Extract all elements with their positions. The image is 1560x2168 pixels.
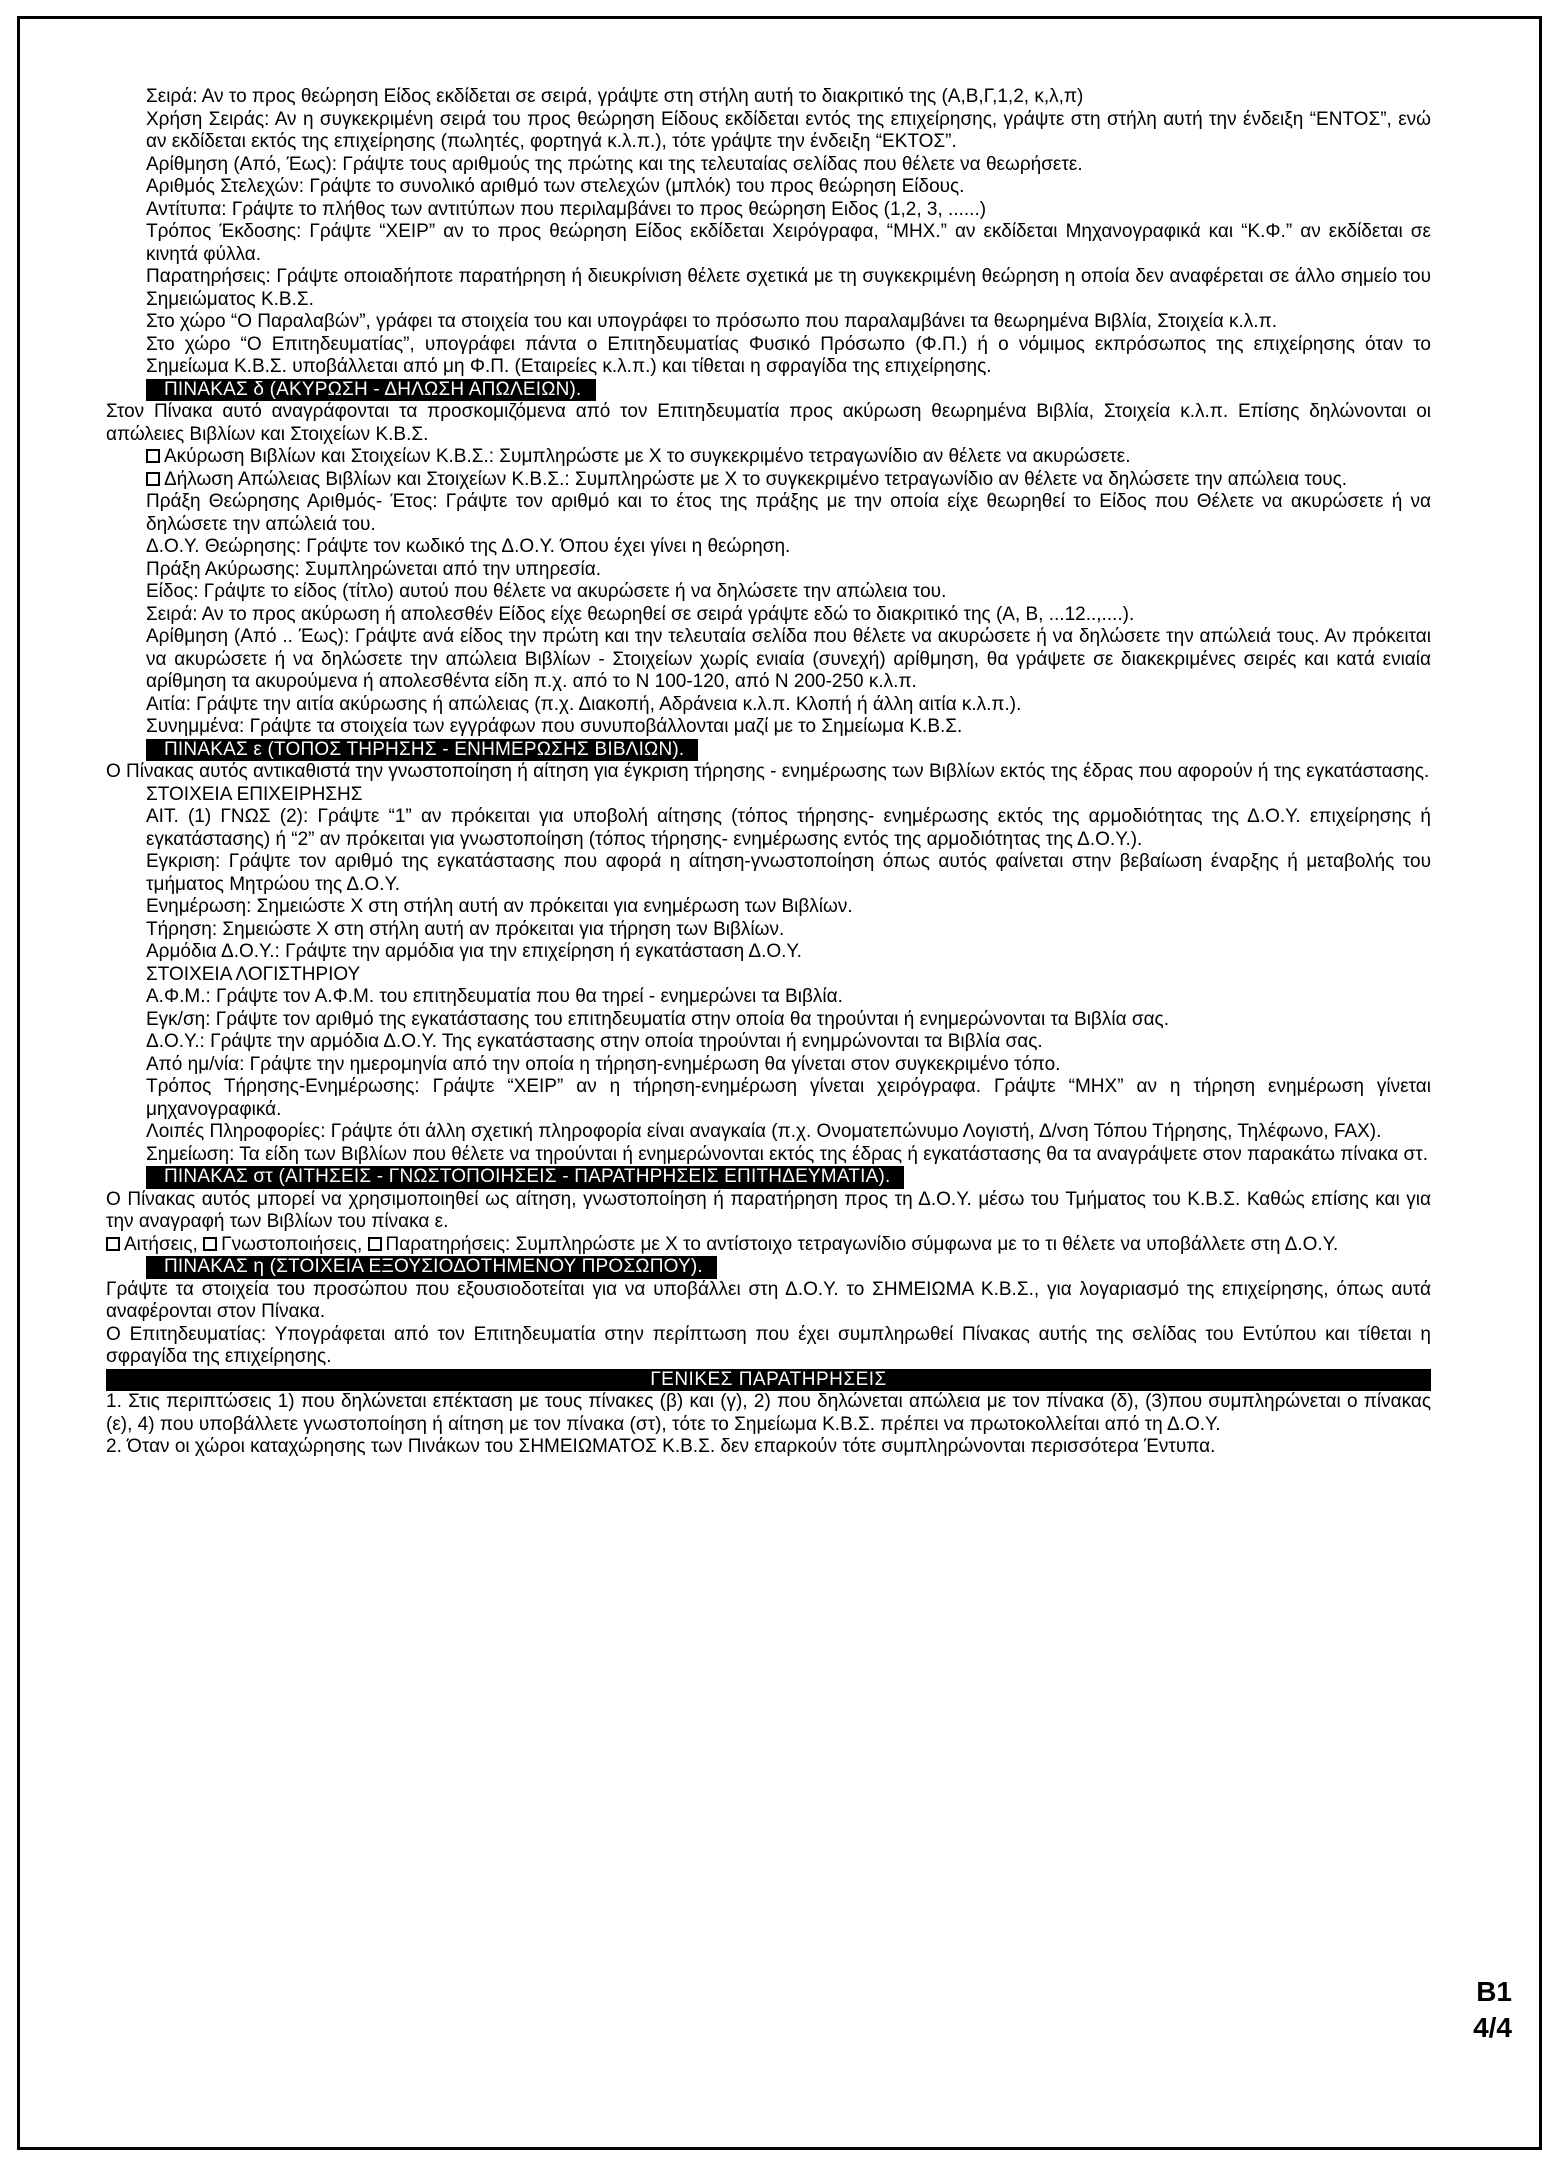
remarks-checkbox-label: Παρατηρήσεις: Συμπληρώστε με Χ το αντίστοιχο τετραγωνίδιο σύμφωνα με το τι θέλετε να υποβάλλετε στη Δ.Ο.Υ. xyxy=(385,1233,1339,1255)
notifications-checkbox-icon xyxy=(203,1237,217,1251)
instruction-series: Σειρά: Αν το προς θεώρηση Είδος εκδίδεται σε σειρά, γράψτε στη στήλη αυτή το διακριτικό της (Α,Β,Γ,1,2, κ,λ,π) xyxy=(146,86,1084,107)
general-note-2: 2. Όταν οι χώροι καταχώρησης των Πινάκων του ΣΗΜΕΙΩΜΑΤΟΣ Κ.Β.Σ. δεν επαρκούν τότε συμπληρώνονται περισσότερα Έντυπα. xyxy=(106,1436,1216,1457)
section-e-header: ΠΙΝΑΚΑΣ ε (ΤΟΠΟΣ ΤΗΡΗΣΗΣ - ΕΝΗΜΕΡΩΣΗΣ ΒΙΒΛΙΩΝ). xyxy=(146,739,698,762)
notifications-checkbox-label: Γνωστοποιήσεις, xyxy=(221,1233,363,1255)
section-d-item: Αιτία: Γράψτε την αιτία ακύρωσης ή απώλειας (π.χ. Διακοπή, Αδράνεια κ.λ.π. Κλοπή ή άλλη αιτία κ.λ.π.). xyxy=(146,693,1022,715)
section-e-item: Εγκριση: Γράψτε τον αριθμό της εγκατάστασης που αφορά η αίτηση-γνωστοποίηση όπως αυτός φαίνεται στην βεβαίωση έναρξης ή μεταβολής του τμήματος Μητρώου της Δ.Ο.Υ. xyxy=(146,851,1431,895)
page-code xyxy=(1473,1974,1512,2046)
section-e-item: ΑΙΤ. (1) ΓΝΩΣ (2): Γράψτε “1” αν πρόκειται για υποβολή αίτησης (τόπος τήρησης- ενημέρωσης εκτός της αρμοδιότητας της Δ.Ο.Υ. επιχείρησης ή εγκατάστασης) ή “2” αν πρόκειται για γνωστοποίηση (τόπος τήρησης- ενημέρωσης εντός της αρμοδιότητας της Δ.Ο.Υ.). xyxy=(146,806,1431,850)
section-e-item: Λοιπές Πληροφορίες: Γράψτε ότι άλλη σχετική πληροφορία είναι αναγκαία (π.χ. Ονοματεπώνυμο Λογιστή, Δ/νση Τόπου Τήρησης, Τηλέφωνο, FAX). xyxy=(146,1121,1382,1142)
instruction-numbering: Αρίθμηση (Από, Έως): Γράψτε τους αριθμούς της πρώτης και της τελευταίας σελίδας που θέλετε να θεωρήσετε. xyxy=(146,153,1083,175)
section-d-item: Σειρά: Αν το προς ακύρωση ή απολεσθέν Είδος είχε θεωρηθεί σε σειρά γράψτε εδώ το διακριτικό της (Α, Β, ...12..,....). xyxy=(146,603,1135,625)
remarks-checkbox-icon xyxy=(368,1237,382,1251)
section-h-header: ΠΙΝΑΚΑΣ η (ΣΤΟΙΧΕΙΑ ΕΞΟΥΣΙΟΔΟΤΗΜΕΝΟΥ ΠΡΟΣΩΠΟΥ). xyxy=(146,1256,717,1279)
cancel-checkbox-icon xyxy=(146,449,160,463)
section-e-item: Τήρηση: Σημειώστε Χ στη στήλη αυτή αν πρόκειται για τήρηση των Βιβλίων. xyxy=(146,918,785,940)
instruction-series-use: Χρήση Σειράς: Αν η συγκεκριμένη σειρά του προς θεώρηση Είδους εκδίδεται εντός της επιχείρησης, γράψτε στη στήλη αυτή την ένδειξη “ΕΝΤΟΣ”, ενώ αν εκδίδεται εκτός της επιχείρησης (πωλητές, φορτηγά κ.λ.π.), τότε γράψτε την ένδειξη “ΕΚΤΟΣ”. xyxy=(146,108,1431,152)
section-st-intro: Ο Πίνακας αυτός μπορεί να χρησιμοποιηθεί ως αίτηση, γνωστοποίηση ή παρατήρηση προς τη Δ.Ο.Υ. μέσω του Τμήματος του Κ.Β.Σ. Καθώς επίσης και για την αναγραφή των Βιβλίων του πίνακα ε. xyxy=(106,1188,1431,1232)
section-h-intro: Γράψτε τα στοιχεία του προσώπου που εξουσιοδοτείται για να υποβάλλει στη Δ.Ο.Υ. το ΣΗΜΕΙΩΜΑ Κ.Β.Σ., για λογαριασμό της επιχείρησης, όπως αυτά αναφέρονται στον Πίνακα. xyxy=(106,1278,1431,1322)
section-e-item: Α.Φ.Μ.: Γράψτε τον Α.Φ.Μ. του επιτηδευματία που θα τηρεί - ενημερώνει τα Βιβλία. xyxy=(146,986,843,1007)
instruction-professional: Στο χώρο “Ο Επιτηδευματίας”, υπογράφει πάντα ο Επιτηδευματίας Φυσικό Πρόσωπο (Φ.Π.) ή ο νόμιμος εκπρόσωπος της επιχείρησης όταν το Σημείωμα Κ.Β.Σ. υποβάλλεται από μη Φ.Π. (Εταιρείες κ.λ.π.) και τίθεται η σφραγίδα της επιχείρησης. xyxy=(146,333,1431,377)
instruction-receiver: Στο χώρο “Ο Παραλαβών”, γράφει τα στοιχεία του και υπογράφει το πρόσωπο που παραλαμβάνει τα θεωρημένα Βιβλία, Στοιχεία κ.λ.π. xyxy=(146,311,1277,332)
section-e-item: Δ.Ο.Υ.: Γράψτε την αρμόδια Δ.Ο.Υ. Της εγκατάστασης στην οποία τηρούνται ή ενημρώνονται τα Βιβλία σας. xyxy=(146,1031,1043,1052)
requests-checkbox-icon xyxy=(106,1237,120,1251)
loss-checkbox-icon xyxy=(146,472,160,486)
section-h-text: Ο Επιτηδευματίας: Υπογράφεται από τον Επιτηδευματία στην περίπτωση που έχει συμπληρωθεί Πίνακας αυτής της σελίδας του Εντύπου και τίθεται η σφραγίδα της επιχείρησης. xyxy=(106,1323,1431,1367)
section-e-intro: Ο Πίνακας αυτός αντικαθιστά την γνωστοποίηση ή αίτηση για έγκριση τήρησης - ενημέρωσης των Βιβλίων εκτός της έδρας που αφορούν ή της εγκατάστασης. xyxy=(106,761,1430,782)
section-e-item: Από ημ/νία: Γράψτε την ημερομηνία από την οποία η τήρηση-ενημέρωση θα γίνεται στον συγκεκριμένο τόπο. xyxy=(146,1053,1061,1075)
section-st-checkbox-row xyxy=(106,1234,1431,1257)
instruction-remarks: Παρατηρήσεις: Γράψτε οποιαδήποτε παρατήρηση ή διευκρίνιση θέλετε σχετικά με τη συγκεκριμένη θεώρηση η οποία δεν αναφέρεται σε άλλο σημείο του Σημειώματος Κ.Β.Σ. xyxy=(146,266,1431,310)
section-d-item: Συνημμένα: Γράψτε τα στοιχεία των εγγράφων που συνυποβάλλονται μαζί με το Σημείωμα Κ.Β.Σ. xyxy=(146,716,963,737)
loss-checkbox-label: Δήλωση Απώλειας Βιβλίων και Στοιχείων Κ.Β.Σ.: Συμπληρώστε με Χ το συγκεκριμένο τετραγωνίδιο αν θέλετε να δηλώσετε την απώλεια τους. xyxy=(164,468,1348,490)
section-d-cancel-row xyxy=(106,446,1431,469)
section-d-header: ΠΙΝΑΚΑΣ δ (ΑΚΥΡΩΣΗ - ΔΗΛΩΣΗ ΑΠΩΛΕΙΩΝ). xyxy=(146,379,596,402)
section-st-header: ΠΙΝΑΚΑΣ στ (ΑΙΤΗΣΕΙΣ - ΓΝΩΣΤΟΠΟΙΗΣΕΙΣ - ΠΑΡΑΤΗΡΗΣΕΙΣ ΕΠΙΤΗΔΕΥΜΑΤΙΑ). xyxy=(146,1166,904,1189)
section-e-item: Αρμόδια Δ.Ο.Υ.: Γράψτε την αρμόδια για την επιχείρηση ή εγκατάσταση Δ.Ο.Υ. xyxy=(146,941,802,962)
general-notes-header: ΓΕΝΙΚΕΣ ΠΑΡΑΤΗΡΗΣΕΙΣ xyxy=(106,1369,1431,1392)
section-d-item: Δ.Ο.Υ. Θεώρησης: Γράψτε τον κωδικό της Δ.Ο.Υ. Όπου έχει γίνει η θεώρηση. xyxy=(146,536,791,557)
section-d-item: Πράξη Θεώρησης Αριθμός- Έτος: Γράψτε τον αριθμό και το έτος της πράξης με την οποία είχε θεωρηθεί το Είδος που Θέλετε να ακυρώσετε ή να δηλώσετε την απώλειά του. xyxy=(146,491,1431,535)
section-e-item: Ενημέρωση: Σημειώστε Χ στη στήλη αυτή αν πρόκειται για ενημέρωση των Βιβλίων. xyxy=(146,896,853,917)
section-e-item: Τρόπος Τήρησης-Ενημέρωσης: Γράψτε “ΧΕΙΡ” αν η τήρηση-ενημέρωση γίνεται χειρόγραφα. Γράψτε “ΜΗΧ” αν η τήρηση ενημέρωση γίνεται μηχανογραφικά. xyxy=(146,1076,1431,1120)
instruction-issue-method: Τρόπος Έκδοσης: Γράψτε “ΧΕΙΡ” αν το προς θεώρηση Είδος εκδίδεται Χειρόγραφα, “ΜΗΧ.” αν εκδίδεται Μηχανογραφικά και “Κ.Φ.” αν εκδίδεται σε κινητά φύλλα. xyxy=(146,221,1431,265)
cancel-checkbox-label: Ακύρωση Βιβλίων και Στοιχείων Κ.Β.Σ.: Συμπληρώστε με Χ το συγκεκριμένο τετραγωνίδιο αν θέλετε να ακυρώσετε. xyxy=(164,446,1131,467)
section-d-item: Είδος: Γράψτε το είδος (τίτλο) αυτού που θέλετε να ακυρώσετε ή να δηλώσετε την απώλεια του. xyxy=(146,581,947,602)
instruction-copies: Αντίτυπα: Γράψτε το πλήθος των αντιτύπων που περιλαμβάνει το προς θεώρηση Ειδος (1,2, 3, ......) xyxy=(146,198,987,220)
section-e-subheading-business: ΣΤΟΙΧΕΙΑ ΕΠΙΧΕΙΡΗΣΗΣ xyxy=(146,783,363,805)
section-d-item: Πράξη Ακύρωσης: Συμπληρώνεται από την υπηρεσία. xyxy=(146,558,601,580)
section-d-loss-row xyxy=(106,469,1431,492)
page-number: 4/4 xyxy=(1473,2012,1512,2043)
instruction-stubs-count: Αριθμός Στελεχών: Γράψτε το συνολικό αριθμό των στελεχών (μπλόκ) του προς θεώρηση Είδους. xyxy=(146,176,965,197)
section-e-subheading-accounting: ΣΤΟΙΧΕΙΑ ΛΟΓΙΣΤΗΡΙΟΥ xyxy=(146,963,361,985)
section-d-item: Αρίθμηση (Από .. Έως): Γράψτε ανά είδος την πρώτη και την τελευταία σελίδα που θέλετε να ακυρώσετε ή να δηλώσετε την απώλειά τους. Αν πρόκειται να ακυρώσετε ή να δηλώσετε την απώλεια Βιβλίων - Στοιχείων χωρίς ενιαία (συνεχή) αρίθμηση, θα γράψετε σε διακεκριμένες σειρές και κατά ενιαία αρίθμηση τα ακυρούμενα ή απολεσθέντα είδη π.χ. από το Ν 100-120, από Ν 200-250 κ.λ.π. xyxy=(146,626,1431,692)
section-e-item: Σημείωση: Τα είδη των Βιβλίων που θέλετε να τηρούνται ή ενημερώνονται εκτός της έδρας ή εγκατάστασης θα τα αναγράψετε στον παρακάτω πίνακα στ. xyxy=(146,1143,1429,1165)
instructions-body xyxy=(106,86,1431,1459)
general-note-1: 1. Στις περιπτώσεις 1) που δηλώνεται επέκταση με τους πίνακες (β) και (γ), 2) που δηλώνεται απώλεια με τον πίνακα (δ), (3)που συμπληρώνεται ο πίνακας (ε), 4) που υποβάλλετε γνωστοποίηση ή αίτηση με τον πίνακα (στ), τότε το Σημείωμα Κ.Β.Σ. πρέπει να πρωτοκολλείται από τη Δ.Ο.Υ. xyxy=(106,1391,1431,1435)
section-d-intro: Στον Πίνακα αυτό αναγράφονται τα προσκομιζόμενα από τον Επιτηδευματία προς ακύρωση θεωρημένα Βιβλία, Στοιχεία κ.λ.π. Επίσης δηλώνονται οι απώλειες Βιβλίων και Στοιχείων Κ.Β.Σ. xyxy=(106,401,1431,445)
form-code: Β1 xyxy=(1476,1976,1512,2007)
requests-checkbox-label: Αιτήσεις, xyxy=(124,1233,198,1255)
section-e-item: Εγκ/ση: Γράψτε τον αριθμό της εγκατάστασης του επιτηδευματία στην οποία θα τηρούνται ή ενημερώνονται τα Βιβλία σας. xyxy=(146,1008,1169,1030)
